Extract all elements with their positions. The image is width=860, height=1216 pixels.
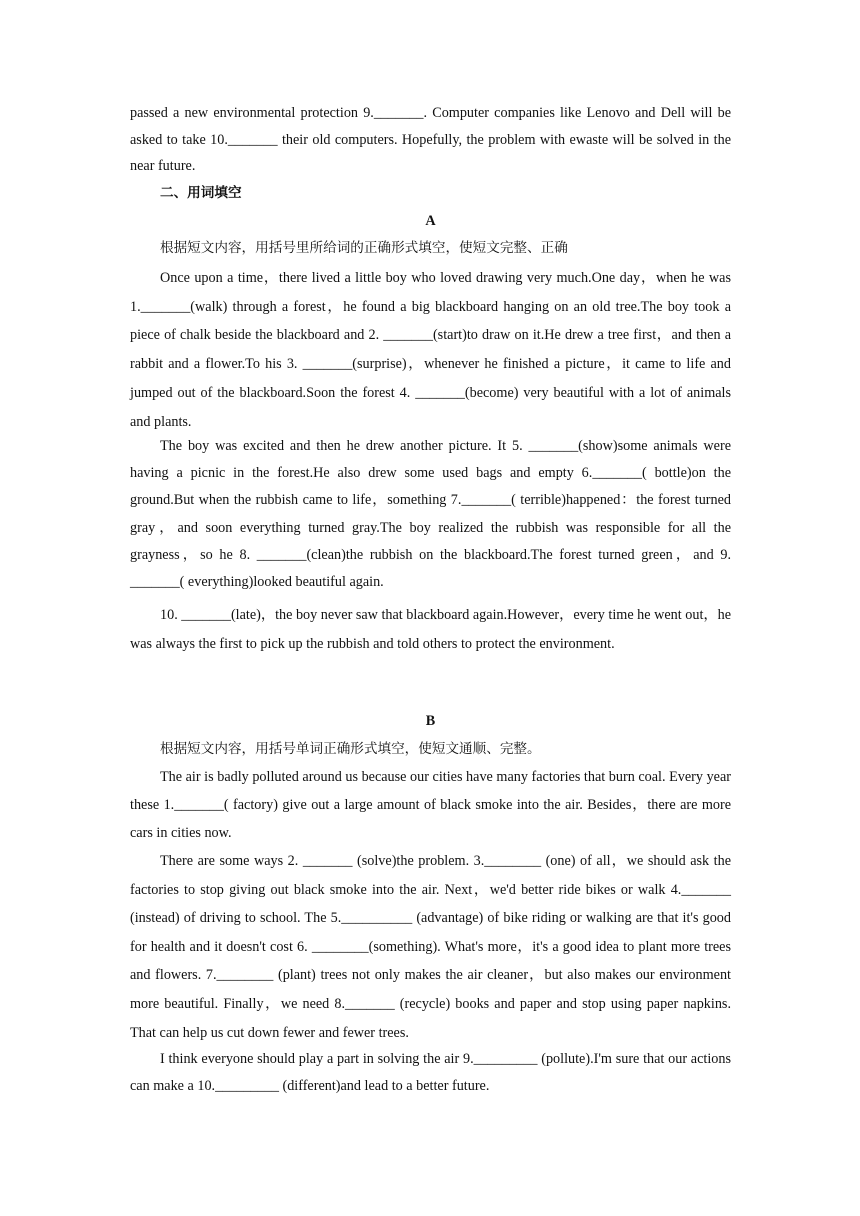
- part-a-paragraph: Once upon a time，there lived a little boy who loved drawing very much.One day，when he was 1._______(walk) through a forest，he found a big blackboard hanging on an old tree.The boy took a piece of chalk beside the blackboard and 2. _______(start)to draw on it.He drew a tree first，and then a rabbit and a flower.To his 3. _______(surprise)，whenever he finished a picture，it came to life and jumped out of the blackboard.Soon the forest 4. _______(become) very beautiful with a lot of animals and plants.: [130, 270, 731, 430]
- part-a-instruction: 根据短文内容，用括号里所给词的正确形式填空，使短文完整、正确: [160, 240, 568, 256]
- part-a-paragraph: The boy was excited and then he drew another picture. It 5. _______(show)some animals were having a picnic in the forest.He also drew some used bags and empty 6._______( bottle)on the ground.But when the rubbish came to life，something 7._______( terrible)happened：the forest turned gray，and soon everything turned gray.The boy realized the rubbish was responsible for all the grayness，so he 8. _______(clean)the rubbish on the blackboard.The forest turned green，and 9. _______( everything)looked beautiful again.: [130, 438, 731, 591]
- part-b-instruction: 根据短文内容，用括号单词正确形式填空，使短文通顺、完整。: [160, 741, 541, 757]
- part-b-label: B: [425, 713, 436, 729]
- part-b-paragraph: The air is badly polluted around us because our cities have many factories that burn coal. Every year these 1._______( factory) give out a large amount of black smoke into the air. Besides，there are more cars in cities now.: [130, 769, 731, 841]
- section-heading: 二、用词填空: [160, 185, 242, 201]
- intro-paragraph: passed a new environmental protection 9._______. Computer companies like Lenovo and Dell will be asked to take 10._______ their old computers. Hopefully, the problem with ewaste will be solved in the near future.: [130, 105, 731, 174]
- part-a-label: A: [425, 213, 436, 229]
- part-a-paragraph: 10. _______(late)，the boy never saw that blackboard again.However，every time he went out，he was always the first to pick up the rubbish and told others to protect the environment.: [130, 607, 731, 652]
- part-b-paragraph: There are some ways 2. _______ (solve)the problem. 3.________ (one) of all，we should ask the factories to stop giving out black smoke into the air. Next，we'd better ride bikes or walk 4._______ (instead) of driving to school. The 5.__________ (advantage) of bike riding or walking are that it's good for health and it doesn't cost 6. ________(something). What's more，it's a good idea to plant more trees and flowers. 7.________ (plant) trees not only makes the air cleaner，but also makes our environment more beautiful. Finally，we need 8._______ (recycle) books and paper and stop using paper napkins. That can help us cut down fewer and fewer trees.: [130, 853, 731, 1041]
- part-b-paragraph: I think everyone should play a part in solving the air 9._________ (pollute).I'm sure that our actions can make a 10._________ (different)and lead to a better future.: [130, 1051, 731, 1094]
